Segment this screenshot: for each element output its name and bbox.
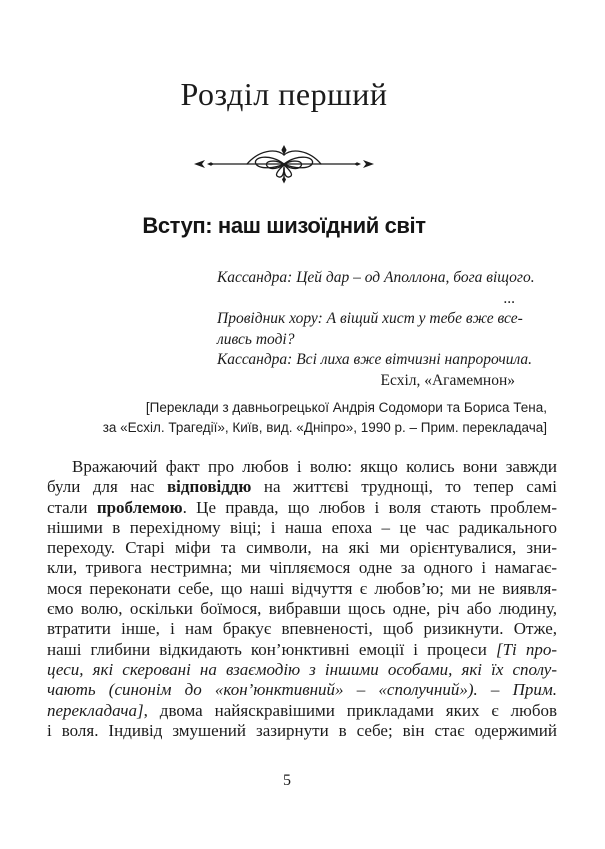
body-line — [47, 457, 557, 477]
epigraph-line: Есхіл, «Агамемнон» — [380, 371, 515, 389]
epigraph-line: Кассандра: Цей дар – од Аполлона, бога віщого. — [217, 269, 535, 286]
chapter-divider — [47, 143, 521, 185]
body-line — [47, 680, 557, 700]
epigraph-line: Кассандра: Всі лиха вже вітчизні напророчила. — [217, 351, 533, 368]
page-number: 5 — [283, 772, 291, 789]
body-segment: на життєві труднощі, то тепер самі — [251, 477, 557, 497]
epigraph-line: ... — [503, 289, 515, 307]
body-segment: нішими в перехідному віці; і наша епоха – це час радикального — [47, 517, 557, 537]
translator-note-line: [Переклади з давньогрецької Андрія Содомори та Бориса Тена, — [145, 400, 547, 415]
body-line — [47, 518, 557, 538]
body-segment: Вражаючий факт про любов і волю: якщо колись вони завжди — [72, 457, 557, 476]
body-bold-segment: проблемою — [96, 497, 183, 517]
body-segment: були для нас — [47, 477, 167, 497]
body-line — [47, 701, 557, 721]
body-line — [47, 477, 557, 497]
body-segment: . Це правда, що любов і воля стають проблем- — [182, 497, 557, 517]
epigraph-line: ливсь тоді? — [217, 330, 295, 348]
chapter-title: Розділ перший — [180, 76, 388, 112]
body-italic-segment: перекладача] — [47, 700, 144, 720]
translator-note — [58, 398, 547, 438]
body-segment: мося переконати себе, що наші відчуття є любов’ю; ми не виявля- — [47, 578, 557, 598]
body-segment: стали — [47, 497, 97, 517]
body-italic-segment: [Ті про- — [495, 639, 557, 659]
body-line — [47, 721, 557, 741]
body-segment: втратити інше, і нам бракує впевненості, щоб ризикнути. Отже, — [47, 619, 557, 639]
body-italic-segment: чають (синонім до «кон’юнктивний» – «сполучний»). – Прим. — [47, 680, 557, 700]
body-line — [47, 660, 557, 680]
body-segment: , двома найяскравішими прикладами яких є любов — [143, 700, 557, 720]
body-line — [47, 640, 557, 660]
body-segment: ємо волю, оскільки боїмося, вибравши щось одне, річ або людину, — [47, 599, 557, 619]
translator-note-line: за «Есхіл. Трагедії», Київ, вид. «Дніпро», 1990 р. – Прим. перекладача] — [102, 420, 547, 435]
body-segment: наші глибини відкидають кон’юнктивні емоції і процеси — [47, 639, 496, 659]
body-italic-segment: цеси, які скеровані на взаємодію з іншими особами, які їх сполу- — [47, 659, 557, 679]
body-line — [47, 599, 557, 619]
body-line — [47, 538, 557, 558]
epigraph — [217, 268, 535, 391]
epigraph-line: Провідник хору: А віщий хист у тебе вже все- — [217, 310, 523, 327]
body-line — [47, 498, 557, 518]
section-heading: Вступ: наш шизоїдний світ — [142, 213, 426, 238]
body-line — [47, 579, 557, 599]
flourish-divider-icon — [193, 143, 375, 185]
body-segment: і воля. Індивід змушений зазирнути в себе; він стає одержимий — [47, 720, 557, 740]
body-segment: кли, тривога нестримна; ми чіпляємося одне за одного і намагає- — [47, 558, 557, 578]
body-line — [47, 619, 557, 639]
body-line — [47, 558, 557, 578]
body-segment: переходу. Старі міфи та символи, на які ми орієнтувалися, зни- — [47, 538, 557, 558]
body-text — [47, 457, 557, 741]
body-bold-segment: відповіддю — [166, 477, 252, 497]
